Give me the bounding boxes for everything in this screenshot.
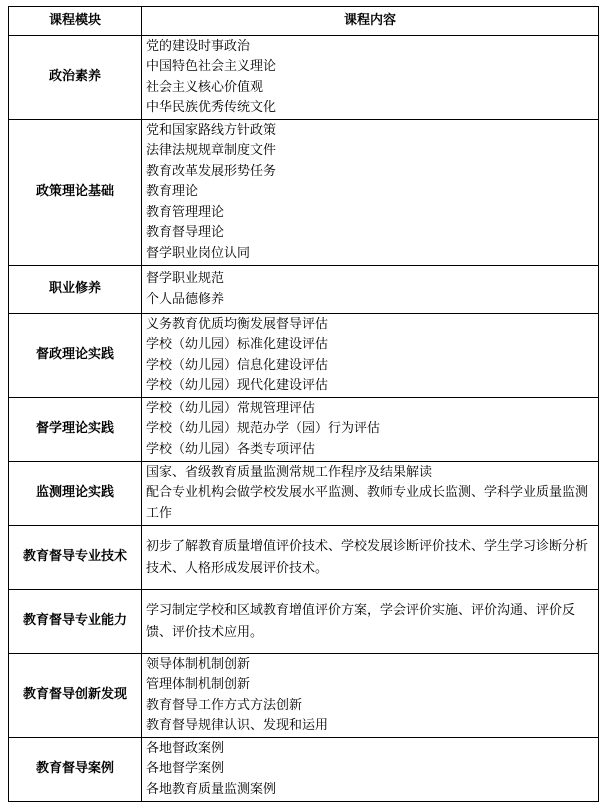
content-line: 教育督导理论 [146,225,225,241]
table-row [9,36,599,120]
module-cell: 教育督导创新发现 [9,654,142,738]
content-line: 党的建设时事政治 [146,38,251,54]
content-line: 国家、省级教育质量监测常规工作程序及结果解读 [146,464,433,480]
table-row [9,654,599,738]
content-cell [142,654,599,738]
content-line: 个人品德修养 [146,291,225,307]
content-line: 教育改革发展形势任务 [146,163,277,179]
content-cell [142,120,599,266]
content-line: 义务教育优质均衡发展督导评估 [146,316,329,332]
content-cell [142,738,599,802]
module-cell: 职业修养 [9,266,142,314]
content-line: 各地督政案例 [146,740,225,756]
module-cell: 教育督导案例 [9,738,142,802]
content-cell [142,36,599,120]
content-cell [142,398,599,462]
header-row [9,7,599,36]
table-row [9,590,599,654]
content-line: 督学职业岗位认同 [146,245,251,261]
content-cell [142,462,599,526]
module-cell: 政治素养 [9,36,142,120]
content-line: 教育督导工作方式方法创新 [146,697,303,713]
content-line: 党和国家路线方针政策 [146,122,277,138]
module-cell: 政策理论基础 [9,120,142,266]
module-cell: 监测理论实践 [9,462,142,526]
content-line: 学校（幼儿园）规范办学（园）行为评估 [146,421,381,437]
content-line: 学校（幼儿园）现代化建设评估 [146,378,329,393]
table-row [9,526,599,590]
content-line: 学习制定学校和区域教育增值评价方案，学会评价实施、评价沟通、评价反馈、评价技术应用。 [146,602,576,640]
table-row [9,266,599,314]
content-cell [142,314,599,398]
module-cell: 督政理论实践 [9,314,142,398]
content-line: 学校（幼儿园）信息化建设评估 [146,357,329,373]
content-line: 学校（幼儿园）标准化建设评估 [146,337,329,352]
content-line: 社会主义核心价值观 [146,79,264,95]
content-cell [142,266,599,314]
content-line: 教育督导规律认识、发现和运用 [146,718,329,733]
content-line: 中华民族优秀传统文化 [146,100,277,115]
content-line: 教育管理理论 [146,204,225,220]
module-cell: 教育督导专业能力 [9,590,142,654]
content-line: 教育理论 [146,184,199,200]
content-line: 学校（幼儿园）常规管理评估 [146,400,316,416]
content-line: 学校（幼儿园）各类专项评估 [146,441,316,457]
table-row [9,738,599,802]
content-line: 法律法规规章制度文件 [146,143,277,159]
table-row [9,120,599,266]
content-line: 管理体制机制创新 [146,677,251,692]
content-line: 配合专业机构会做学校发展水平监测、教师专业成长监测、学科学业质量监测工作 [146,485,589,521]
table-row [9,462,599,526]
content-line: 领导体制机制创新 [146,656,251,672]
content-cell [142,590,599,654]
table-row [9,314,599,398]
module-cell: 督学理论实践 [9,398,142,462]
content-line: 各地教育质量监测案例 [146,781,277,797]
content-line: 中国特色社会主义理论 [146,59,277,74]
content-cell [142,526,599,590]
content-line: 初步了解教育质量增值评价技术、学校发展诊断评价技术、学生学习诊断分析技术、人格形成发展评价技术。 [146,538,589,576]
table-row [9,398,599,462]
header-module: 课程模块 [9,7,142,36]
header-content: 课程内容 [142,7,599,36]
module-cell: 教育督导专业技术 [9,526,142,590]
course-table [8,6,599,802]
content-line: 督学职业规范 [146,271,225,286]
content-line: 各地督学案例 [146,761,225,777]
